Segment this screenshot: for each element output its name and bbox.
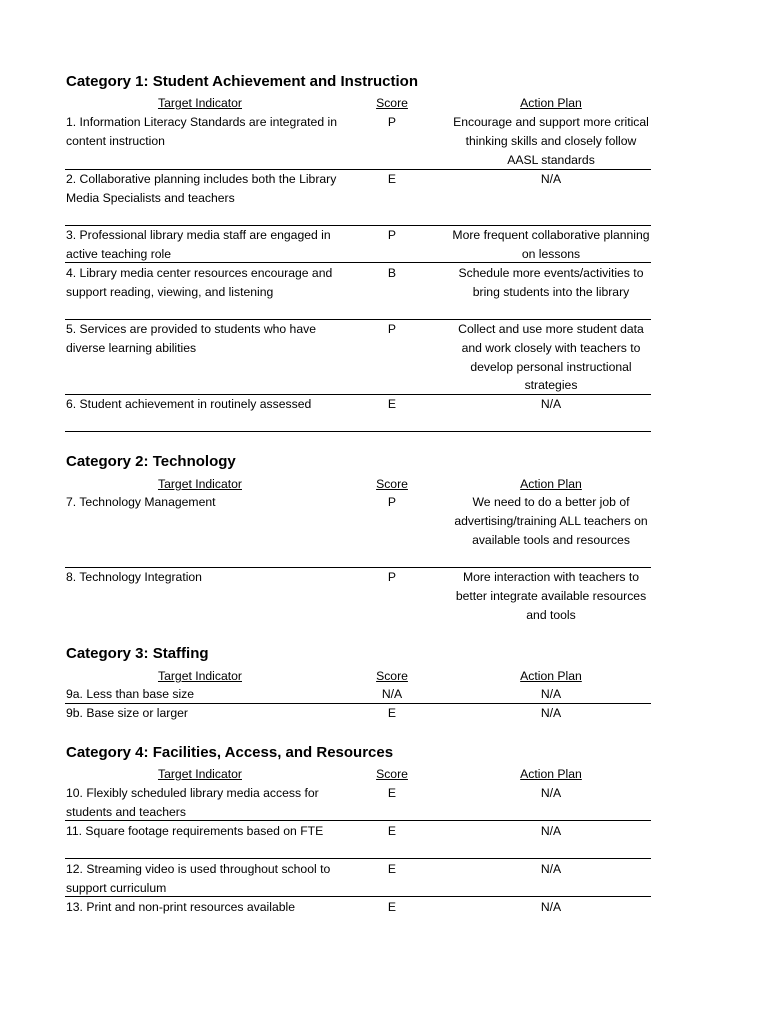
category-4-title: Category 4: Facilities, Access, and Resources bbox=[66, 744, 394, 761]
row-indicator: 10. Flexibly scheduled library media access for students and teachers bbox=[66, 786, 319, 819]
table-row bbox=[65, 113, 651, 170]
row-action-plan: N/A bbox=[540, 706, 562, 720]
row-action-plan: N/A bbox=[540, 172, 562, 186]
row-score: E bbox=[387, 706, 397, 720]
header-action-plan: Action Plan bbox=[520, 96, 582, 110]
row-action-plan: N/A bbox=[540, 687, 562, 701]
row-score: E bbox=[387, 172, 397, 186]
table-row bbox=[65, 898, 651, 918]
table-row bbox=[65, 395, 651, 432]
row-indicator: 9b. Base size or larger bbox=[66, 706, 188, 720]
table-row bbox=[65, 170, 651, 226]
table-row bbox=[65, 685, 651, 704]
header-score: Score bbox=[376, 767, 408, 781]
row-action-plan: More frequent collaborative planning on lessons bbox=[452, 228, 650, 261]
header-target-indicator: Target Indicator bbox=[157, 477, 242, 491]
row-indicator: 9a. Less than base size bbox=[66, 687, 195, 701]
row-indicator: 12. Streaming video is used throughout school to support curriculum bbox=[66, 862, 331, 895]
category-3-title: Category 3: Staffing bbox=[66, 645, 209, 662]
row-indicator: 13. Print and non-print resources available bbox=[66, 900, 295, 914]
table-row bbox=[65, 320, 651, 395]
row-indicator: 3. Professional library media staff are engaged in active teaching role bbox=[66, 228, 331, 261]
row-score: B bbox=[387, 266, 397, 280]
row-score: P bbox=[387, 495, 397, 509]
table-row bbox=[65, 226, 651, 263]
table-row bbox=[65, 860, 651, 897]
row-action-plan: N/A bbox=[540, 900, 562, 914]
row-action-plan: N/A bbox=[540, 824, 562, 838]
table-row bbox=[65, 784, 651, 821]
row-indicator: 5. Services are provided to students who have diverse learning abilities bbox=[66, 322, 316, 355]
row-indicator: 4. Library media center resources encourage and support reading, viewing, and listening bbox=[66, 266, 333, 299]
row-indicator: 2. Collaborative planning includes both the Library Media Specialists and teachers bbox=[66, 172, 337, 205]
table-row bbox=[65, 264, 651, 320]
row-action-plan: Collect and use more student data and work closely with teachers to develop personal instructional strategies bbox=[458, 322, 644, 393]
header-target-indicator: Target Indicator bbox=[157, 767, 242, 781]
header-action-plan: Action Plan bbox=[520, 477, 582, 491]
row-score: E bbox=[387, 397, 397, 411]
row-score: E bbox=[387, 786, 397, 800]
category-2-title: Category 2: Technology bbox=[66, 453, 236, 470]
header-action-plan: Action Plan bbox=[520, 669, 582, 683]
row-indicator: 1. Information Literacy Standards are integrated in content instruction bbox=[66, 115, 337, 148]
row-action-plan: More interaction with teachers to better integrate available resources and tools bbox=[455, 570, 647, 622]
table-row bbox=[65, 822, 651, 859]
header-target-indicator: Target Indicator bbox=[157, 96, 242, 110]
row-indicator: 8. Technology Integration bbox=[66, 570, 202, 584]
row-action-plan: Encourage and support more critical thinking skills and closely follow AASL standards bbox=[453, 115, 649, 167]
row-action-plan: We need to do a better job of advertising/training ALL teachers on available tools and resources bbox=[454, 495, 648, 547]
row-score: P bbox=[387, 228, 397, 242]
header-score: Score bbox=[376, 96, 408, 110]
row-indicator: 6. Student achievement in routinely assessed bbox=[66, 397, 312, 411]
table-row bbox=[65, 704, 651, 724]
row-indicator: 11. Square footage requirements based on FTE bbox=[66, 824, 324, 838]
row-score: N/A bbox=[381, 687, 403, 701]
row-action-plan: N/A bbox=[540, 397, 562, 411]
category-1-title: Category 1: Student Achievement and Instruction bbox=[66, 73, 418, 90]
table-row bbox=[65, 493, 651, 568]
row-action-plan: N/A bbox=[540, 862, 562, 876]
header-target-indicator: Target Indicator bbox=[157, 669, 242, 683]
row-score: P bbox=[387, 570, 397, 584]
row-score: E bbox=[387, 900, 397, 914]
row-action-plan: Schedule more events/activities to bring students into the library bbox=[458, 266, 644, 299]
row-score: E bbox=[387, 824, 397, 838]
row-score: E bbox=[387, 862, 397, 876]
table-row bbox=[65, 568, 651, 628]
row-score: P bbox=[387, 322, 397, 336]
row-score: P bbox=[387, 115, 397, 129]
row-indicator: 7. Technology Management bbox=[66, 495, 216, 509]
header-action-plan: Action Plan bbox=[520, 767, 582, 781]
header-score: Score bbox=[376, 669, 408, 683]
row-action-plan: N/A bbox=[540, 786, 562, 800]
header-score: Score bbox=[376, 477, 408, 491]
